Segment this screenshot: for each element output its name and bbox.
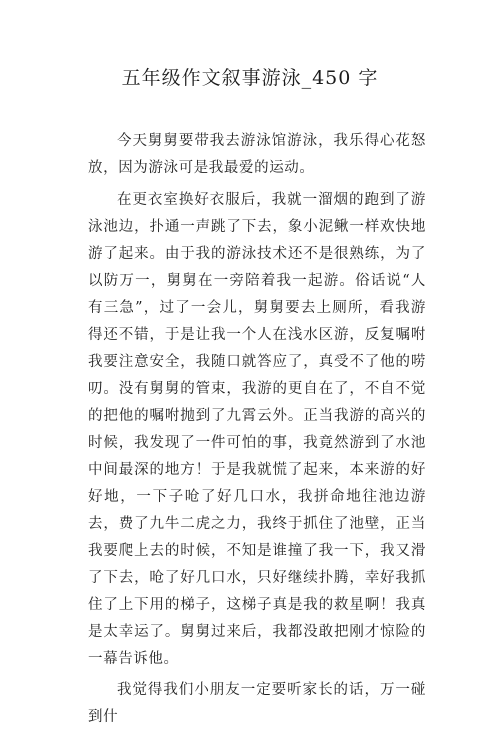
document-title: 五年级作文叙事游泳_450 字 [121, 67, 379, 89]
paragraph-1: 今天舅舅要带我去游泳馆游泳，我乐得心花怒放，因为游泳可是我最爱的运动。 [88, 133, 426, 176]
document-body [88, 128, 426, 731]
paragraph-3: 我觉得我们小朋友一定要听家长的话，万一碰到什 [88, 682, 426, 725]
paragraph-2: 在更衣室换好衣服后，我就一溜烟的跑到了游泳池边，扑通一声跳了下去，象小泥鳅一样欢快地游了起来。由于我的游泳技术还不是很熟练，为了以防万一，舅舅在一旁陪着我一起游。俗话说“人有三急”，过了一会儿，舅舅要去上厕所，看我游得还不错，于是让我一个人在浅水区游，反复嘱咐我要注意安全，我随口就答应了，真受不了他的唠叨。没有舅舅的管束，我游的更自在了，不自不觉的把他的嘱咐抛到了九霄云外。正当我游的高兴的时候，我发现了一件可怕的事，我竟然游到了水池中间最深的地方！于是我就慌了起来，本来游的好好地，一下子呛了好几口水，我拼命地往池边游去，费了九牛二虎之力，我终于抓住了池壁，正当我要爬上去的时候，不知是谁撞了我一下，我又滑了下去，呛了好几口水，只好继续扑腾，幸好我抓住了上下用的梯子，这梯子真是我的救星啊！我真是太幸运了。舅舅过来后，我都没敢把刚才惊险的一幕告诉他。 [88, 192, 426, 667]
